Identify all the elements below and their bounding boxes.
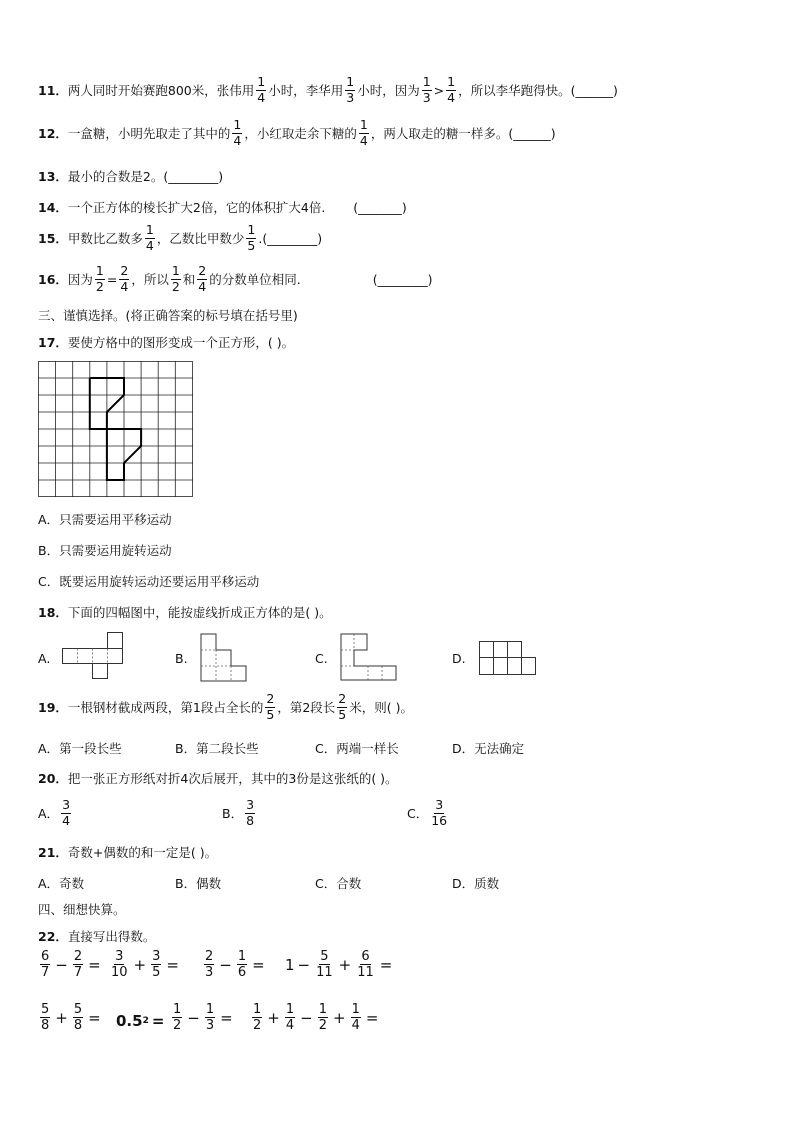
equals-sign: =	[88, 1008, 101, 1027]
fraction: $\frac{1}{4}$	[447, 74, 456, 105]
operator: +	[133, 955, 147, 974]
question-text: ，小红取走余下糖的	[244, 126, 357, 141]
question-number: 20．	[38, 771, 68, 786]
operator: −	[187, 1008, 200, 1027]
cube-net-d[interactable]	[479, 641, 537, 676]
option-label: A．	[38, 806, 60, 821]
fraction: $\frac{1}{2}$	[318, 1002, 327, 1033]
equals-sign: =	[151, 1012, 165, 1030]
option-text: 合数	[336, 876, 362, 891]
option-b[interactable]	[175, 739, 259, 757]
question-20	[38, 769, 398, 787]
question-number: 21．	[38, 845, 68, 860]
option-b[interactable]	[175, 874, 221, 892]
question-number: 11．	[38, 83, 68, 98]
option-text: 既要运用旋转运动还要运用平移运动	[59, 574, 260, 589]
fraction: $\frac{1}{5}$	[247, 222, 256, 253]
question-18	[38, 603, 332, 621]
question-text: 奇数+偶数的和一定是( )。	[67, 845, 218, 860]
fraction: $\frac{3}{5}$	[152, 949, 161, 980]
question-13	[38, 167, 223, 185]
question-12	[38, 119, 556, 147]
question-text: 一个正方体的棱长扩大2倍，它的体积扩大4倍.	[67, 200, 326, 215]
operator: +	[333, 1008, 346, 1027]
equals-sign: =	[379, 955, 393, 974]
fraction: $\frac{1}{4}$	[257, 74, 266, 105]
question-text: 最小的合数是2。	[67, 169, 164, 184]
question-text: ，所以	[131, 272, 169, 287]
question-text: 下面的四幅图中，能按虚线折成正方体的是( )。	[67, 605, 332, 620]
fraction: $\frac{2}{3}$	[205, 949, 214, 980]
question-text: 米，则( )。	[349, 700, 413, 715]
option-b[interactable]	[38, 541, 172, 559]
question-19	[38, 693, 413, 721]
fraction: $\frac{1}{2}$	[173, 1002, 182, 1033]
fraction: $\frac{5}{8}$	[73, 1002, 83, 1033]
greater-than-sign: >	[433, 82, 445, 98]
question-14	[38, 198, 407, 216]
question-text: 把一张正方形纸对折4次后展开，其中的3份是这张纸的( )。	[67, 771, 398, 786]
section-heading-3: 三、谨慎选择。(将正确答案的标号填在括号里)	[38, 308, 298, 323]
option-c[interactable]	[38, 572, 259, 590]
fraction: $\frac{1}{6}$	[237, 949, 247, 980]
cube-net-c[interactable]	[340, 633, 398, 681]
option-label: D．	[452, 741, 475, 756]
option-label: C．	[38, 574, 60, 589]
number: 1	[285, 955, 295, 974]
number: 0.5	[116, 1012, 143, 1030]
question-text: 两人同时开始赛跑800米，张伟用	[67, 83, 255, 98]
answer-blank[interactable]: (_______)	[353, 199, 407, 215]
question-text: 一盒糖，小明先取走了其中的	[67, 126, 231, 141]
option-d[interactable]	[452, 739, 524, 757]
calc-item-1[interactable]	[38, 950, 104, 979]
option-label: C．	[315, 741, 337, 756]
calc-item-4[interactable]	[285, 950, 395, 979]
question-21	[38, 843, 217, 861]
section-heading-4: 四、细想快算。	[38, 902, 126, 917]
question-number: 13．	[38, 169, 68, 184]
question-text: 的分数单位相同.	[209, 272, 301, 287]
option-c[interactable]	[407, 799, 450, 827]
fraction: $\frac{5}{8}$	[41, 1002, 50, 1033]
fraction: $\frac{2}{5}$	[266, 691, 275, 722]
question-17	[38, 333, 294, 351]
question-text: ，乙数比甲数少	[156, 231, 245, 246]
question-number: 16．	[38, 272, 68, 287]
question-16	[38, 265, 433, 293]
equals-sign: =	[365, 1008, 379, 1027]
equals-sign: =	[220, 1008, 233, 1027]
cube-net-a[interactable]	[62, 632, 124, 680]
question-text: ，第2段长	[277, 700, 336, 715]
option-label: B．	[38, 543, 60, 558]
question-text: 一根钢材截成两段，第1段占全长的	[67, 700, 264, 715]
option-c-label[interactable]: C.	[315, 651, 328, 666]
option-b-label[interactable]: B.	[175, 651, 188, 666]
fraction: $\frac{3}{16}$	[431, 797, 448, 828]
question-text: 小时，李华用	[268, 83, 344, 98]
question-number: 12．	[38, 126, 68, 141]
option-label: A．	[38, 876, 60, 891]
option-label: C．	[315, 876, 337, 891]
question-text: 直接写出得数。	[67, 929, 156, 944]
option-text: 第一段长些	[59, 741, 122, 756]
answer-blank[interactable]: (______)	[570, 82, 618, 98]
operator: −	[55, 955, 68, 974]
option-label: A．	[38, 512, 60, 527]
question-text: ，所以李华跑得快。	[458, 83, 571, 98]
question-text: ，两人取走的糖一样多。	[370, 126, 509, 141]
fraction: $\frac{3}{4}$	[62, 797, 71, 828]
fraction: $\frac{6}{7}$	[41, 949, 50, 980]
question-text: .	[258, 230, 263, 246]
fraction: $\frac{1}{3}$	[422, 74, 431, 105]
operator: −	[300, 1008, 313, 1027]
fraction: $\frac{1}{2}$	[95, 263, 104, 294]
option-a[interactable]	[38, 739, 122, 757]
question-number: 19．	[38, 700, 68, 715]
question-11	[38, 76, 618, 104]
fraction: $\frac{1}{4}$	[351, 1002, 360, 1033]
question-text: 和	[182, 272, 196, 287]
fraction: $\frac{3}{10}$	[111, 949, 128, 980]
question-15	[38, 224, 322, 252]
calc-item-3[interactable]	[202, 950, 268, 979]
option-a[interactable]	[38, 874, 84, 892]
option-text: 质数	[474, 876, 500, 891]
option-text: 只需要运用平移运动	[59, 512, 172, 527]
question-number: 15．	[38, 231, 68, 246]
equals-sign: =	[106, 271, 118, 287]
calc-item-2[interactable]	[108, 950, 182, 979]
option-text: 无法确定	[474, 741, 525, 756]
fraction: $\frac{1}{4}$	[285, 1002, 295, 1033]
fraction: $\frac{1}{3}$	[346, 74, 355, 105]
option-label: B．	[175, 876, 197, 891]
fraction: $\frac{1}{4}$	[145, 222, 154, 253]
option-text: 只需要运用旋转运动	[59, 543, 172, 558]
answer-blank[interactable]: (______)	[508, 125, 556, 141]
fraction: $\frac{2}{7}$	[73, 949, 83, 980]
calc-item-6[interactable]	[116, 1012, 167, 1030]
option-d[interactable]	[452, 874, 499, 892]
calc-item-8[interactable]	[250, 1003, 381, 1032]
option-c[interactable]	[315, 874, 361, 892]
fraction: $\frac{5}{11}$	[316, 949, 333, 980]
option-a-label[interactable]: A.	[38, 651, 51, 666]
question-text: 甲数比乙数多	[67, 231, 143, 246]
cube-net-b[interactable]	[200, 633, 248, 683]
question-number: 22．	[38, 929, 68, 944]
option-text: 两端一样长	[336, 741, 399, 756]
option-d-label[interactable]: D.	[452, 651, 466, 666]
option-label: C．	[407, 806, 429, 821]
question-text: 因为	[67, 272, 93, 287]
fraction: $\frac{1}{4}$	[233, 117, 242, 148]
question-number: 18．	[38, 605, 68, 620]
fraction: $\frac{1}{3}$	[205, 1002, 215, 1033]
calc-item-5[interactable]	[38, 1003, 104, 1032]
question-number: 14．	[38, 200, 68, 215]
option-b[interactable]	[222, 799, 257, 827]
fraction: $\frac{2}{4}$	[198, 263, 207, 294]
fraction: $\frac{2}{4}$	[120, 263, 129, 294]
question-number: 17．	[38, 335, 68, 350]
fraction: $\frac{2}{5}$	[338, 691, 347, 722]
option-text: 第二段长些	[196, 741, 259, 756]
operator: −	[219, 955, 232, 974]
option-label: D．	[452, 876, 475, 891]
option-c[interactable]	[315, 739, 399, 757]
fraction: $\frac{3}{8}$	[246, 797, 255, 828]
grid-figure	[38, 361, 194, 498]
question-22	[38, 927, 155, 945]
equals-sign: =	[252, 955, 265, 974]
option-a[interactable]	[38, 799, 73, 827]
fraction: $\frac{1}{2}$	[171, 263, 180, 294]
option-text: 奇数	[59, 876, 85, 891]
option-label: B．	[222, 806, 244, 821]
operator: +	[267, 1008, 280, 1027]
operator: +	[338, 955, 352, 974]
answer-blank[interactable]: (________)	[372, 271, 433, 287]
exponent: 2	[142, 1016, 149, 1026]
answer-blank[interactable]: (________)	[163, 168, 224, 184]
fraction: $\frac{1}{4}$	[359, 117, 368, 148]
option-label: A．	[38, 741, 60, 756]
option-a[interactable]	[38, 510, 172, 528]
fraction: $\frac{6}{11}$	[357, 949, 374, 980]
option-label: B．	[175, 741, 197, 756]
calc-item-7[interactable]	[170, 1003, 236, 1032]
equals-sign: =	[88, 955, 101, 974]
option-text: 偶数	[196, 876, 222, 891]
answer-blank[interactable]: (________)	[262, 230, 323, 246]
fraction: $\frac{1}{2}$	[253, 1002, 262, 1033]
question-text: 小时，因为	[357, 83, 420, 98]
equals-sign: =	[166, 955, 179, 974]
operator: −	[297, 955, 311, 974]
operator: +	[55, 1008, 68, 1027]
question-text: 要使方格中的图形变成一个正方形，( )。	[67, 335, 295, 350]
